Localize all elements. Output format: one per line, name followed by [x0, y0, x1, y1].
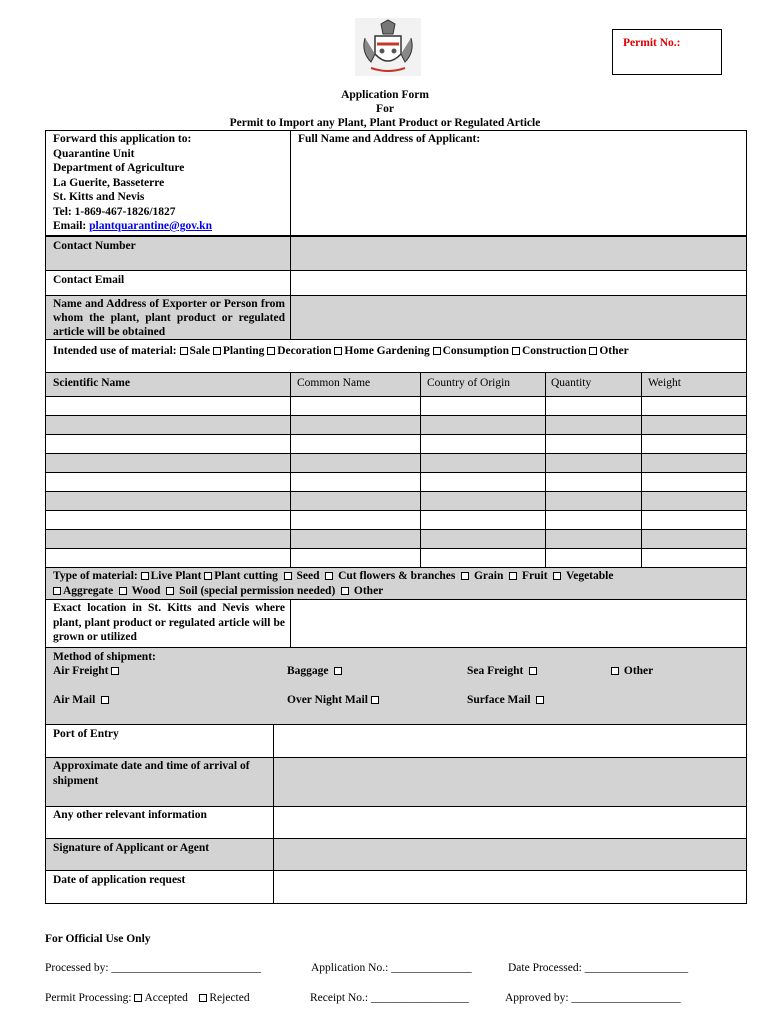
forward-to-block	[53, 132, 288, 234]
arrival-date-field[interactable]	[274, 758, 746, 806]
material-label: Type of material:	[53, 570, 138, 582]
air-freight-label: Air Freight	[53, 665, 109, 677]
email-link[interactable]: plantquarantine@gov.kn	[89, 220, 212, 232]
baggage-label: Baggage	[287, 665, 329, 677]
material-type-row	[53, 569, 743, 599]
location-field[interactable]	[291, 600, 746, 647]
port-of-entry-field[interactable]	[274, 725, 746, 757]
option-construction: Construction	[521, 345, 587, 357]
other-info-label: Any other relevant information	[53, 809, 207, 821]
option-other-material: Other	[353, 585, 384, 597]
option-seed: Seed	[296, 570, 320, 582]
col-quantity: Quantity	[551, 377, 592, 389]
contact-number-label: Contact Number	[53, 240, 136, 252]
col-weight: Weight	[648, 377, 681, 389]
applicant-name-address-field[interactable]: Full Name and Address of Applicant:	[298, 133, 481, 145]
option-home-gardening: Home Gardening	[344, 345, 430, 357]
intended-use-label: Intended use of material:	[53, 345, 177, 357]
option-aggregate: Aggregate	[63, 585, 114, 597]
checkbox-plant-cutting[interactable]	[204, 572, 212, 580]
checkbox-planting[interactable]	[213, 347, 221, 355]
official-use-title: For Official Use Only	[45, 933, 151, 945]
forward-line-3: Department of Agriculture	[53, 162, 185, 174]
checkbox-live-plant[interactable]	[141, 572, 149, 580]
option-cut-flowers: Cut flowers & branches	[338, 570, 456, 582]
arrival-date-label: Approximate date and time of arrival of shipment	[53, 760, 250, 787]
approved-by-field[interactable]: Approved by: ___________________	[505, 992, 681, 1004]
col-common-name: Common Name	[297, 377, 371, 389]
checkbox-fruit[interactable]	[509, 572, 517, 580]
col-scientific-name: Scientific Name	[53, 377, 130, 389]
checkbox-vegetable[interactable]	[553, 572, 561, 580]
checkbox-wood[interactable]	[119, 587, 127, 595]
checkbox-air-freight[interactable]	[111, 667, 119, 675]
option-other-use: Other	[599, 345, 629, 357]
checkbox-sale[interactable]	[180, 347, 188, 355]
checkbox-accepted[interactable]	[134, 994, 142, 1002]
surface-mail-label: Surface Mail	[467, 694, 531, 706]
option-fruit: Fruit	[521, 570, 548, 582]
port-of-entry-label: Port of Entry	[53, 728, 119, 740]
receipt-no-field[interactable]: Receipt No.: _________________	[310, 992, 469, 1004]
contact-email-label: Contact Email	[53, 274, 125, 286]
date-request-field[interactable]	[274, 871, 746, 903]
checkbox-rejected[interactable]	[199, 994, 207, 1002]
checkbox-decoration[interactable]	[267, 347, 275, 355]
intended-use-row	[53, 344, 743, 359]
checkbox-seed[interactable]	[284, 572, 292, 580]
exporter-label: Name and Address of Exporter or Person from whom the plant, plant product or regulated article will be obtained	[53, 298, 285, 338]
form-subtitle: Permit to Import any Plant, Plant Product or Regulated Article	[229, 117, 541, 129]
checkbox-grain[interactable]	[461, 572, 469, 580]
exporter-field[interactable]	[291, 296, 746, 339]
coat-of-arms-logo	[355, 18, 421, 76]
overnight-mail-label: Over Night Mail	[287, 694, 368, 706]
permit-processing-label: Permit Processing:	[45, 992, 132, 1004]
option-decoration: Decoration	[277, 345, 332, 357]
checkbox-other-use[interactable]	[589, 347, 597, 355]
option-live-plant: Live Plant	[150, 570, 202, 582]
checkbox-overnight-mail[interactable]	[371, 696, 379, 704]
checkbox-consumption[interactable]	[433, 347, 441, 355]
forward-line-1: Forward this application to:	[53, 133, 192, 145]
processed-by-field[interactable]: Processed by: __________________________	[45, 962, 261, 974]
checkbox-baggage[interactable]	[334, 667, 342, 675]
forward-line-2: Quarantine Unit	[53, 147, 135, 160]
signature-field[interactable]	[274, 839, 746, 870]
air-mail-label: Air Mail	[53, 694, 96, 706]
option-consumption: Consumption	[442, 345, 510, 357]
checkbox-other-shipment[interactable]	[611, 667, 619, 675]
email-label: Email:	[53, 220, 90, 232]
rejected-label: Rejected	[209, 992, 250, 1004]
checkbox-construction[interactable]	[512, 347, 520, 355]
contact-number-field[interactable]	[291, 237, 746, 270]
date-request-label: Date of application request	[53, 874, 186, 886]
sea-freight-label: Sea Freight	[467, 665, 524, 677]
forward-line-6: Tel: 1-869-467-1826/1827	[53, 205, 176, 218]
checkbox-home-gardening[interactable]	[334, 347, 342, 355]
option-grain: Grain	[473, 570, 504, 582]
option-planting: Planting	[222, 345, 265, 357]
date-processed-field[interactable]: Date Processed: __________________	[508, 962, 689, 974]
permit-number-box[interactable]	[612, 29, 722, 75]
form-title: Application Form	[341, 89, 429, 101]
option-soil: Soil (special permission needed)	[179, 585, 336, 597]
application-no-field[interactable]: Application No.: ______________	[311, 962, 472, 974]
checkbox-other-material[interactable]	[341, 587, 349, 595]
forward-line-4: La Guerite, Basseterre	[53, 176, 165, 189]
other-info-field[interactable]	[274, 807, 746, 838]
other-shipment-label: Other	[623, 665, 654, 677]
option-sale: Sale	[189, 345, 210, 357]
checkbox-soil[interactable]	[166, 587, 174, 595]
checkbox-sea-freight[interactable]	[529, 667, 537, 675]
checkbox-cut-flowers[interactable]	[325, 572, 333, 580]
checkbox-surface-mail[interactable]	[536, 696, 544, 704]
checkbox-air-mail[interactable]	[101, 696, 109, 704]
accepted-label: Accepted	[144, 992, 188, 1004]
checkbox-aggregate[interactable]	[53, 587, 61, 595]
option-plant-cutting: Plant cutting	[214, 570, 278, 582]
option-wood: Wood	[131, 585, 161, 597]
permit-number-label: Permit No.:	[623, 37, 681, 49]
form-title-for: For	[376, 103, 394, 115]
option-vegetable: Vegetable	[565, 570, 614, 582]
col-country-of-origin: Country of Origin	[427, 377, 511, 389]
location-label: Exact location in St. Kitts and Nevis where plant, plant product or regulated article will be grown or utilized	[53, 602, 285, 643]
forward-line-5: St. Kitts and Nevis	[53, 191, 145, 203]
signature-label: Signature of Applicant or Agent	[53, 842, 210, 854]
contact-email-field[interactable]	[291, 271, 746, 295]
shipment-method-label: Method of shipment:	[53, 651, 156, 663]
